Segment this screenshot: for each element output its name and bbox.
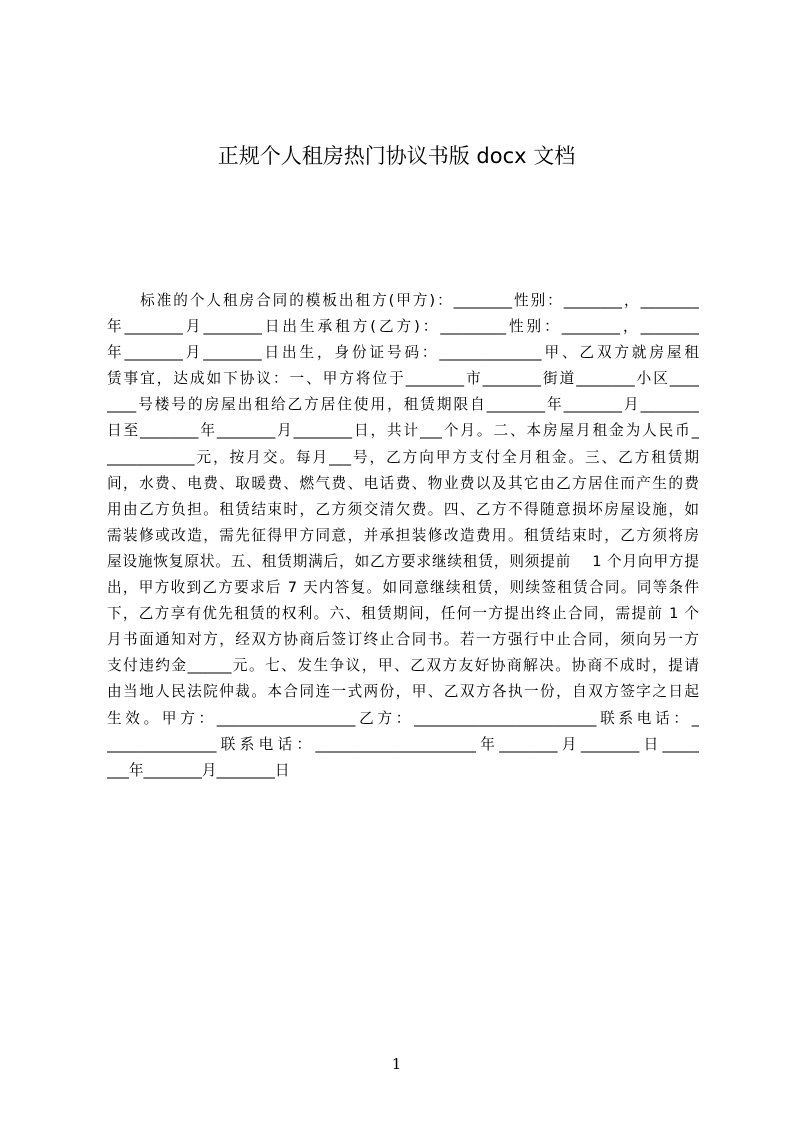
agreement-body bbox=[107, 288, 699, 784]
body-line: 年________月________日出生承租方(乙方)：_________性别：________，________ bbox=[107, 318, 699, 336]
document-title: 正规个人租房热门协议书版 docx 文档 bbox=[217, 144, 576, 168]
body-line: 下，乙方享有优先租赁的权利。六、租赁期间，任何一方提出终止合同，需提前 1 个 bbox=[107, 605, 699, 623]
body-line: 支付违约金______元。七、发生争议，甲、乙双方友好协商解决。协商不成时，提请 bbox=[107, 657, 699, 675]
body-line: 出，甲方收到乙方要求后 7 天内答复。如同意继续租赁，则续签租赁合同。同等条件 bbox=[107, 579, 699, 597]
body-line: 年________月________日出生，身份证号码：______________甲、乙双方就房屋租 bbox=[107, 344, 699, 362]
body-line: ____号楼号的房屋出租给乙方居住使用，租赁期限自________年________月________ bbox=[107, 396, 699, 414]
body-line: ____________元，按月交。每月___号，乙方向甲方支付全月租金。三、乙方租赁期 bbox=[107, 448, 699, 466]
body-line: 屋设施恢复原状。五、租赁期满后，如乙方要求继续租赁，则须提前 1 个月向甲方提 bbox=[107, 552, 699, 570]
body-line: 由当地人民法院仲裁。本合同连一式两份，甲、乙双方各执一份，自双方签字之日起 bbox=[107, 683, 699, 701]
body-line: 标准的个人租房合同的模板出租方(甲方)：________性别：________，________ bbox=[107, 292, 699, 309]
body-line: 间，水费、电费、取暖费、燃气费、电话费、物业费以及其它由乙方居住而产生的费 bbox=[107, 474, 699, 492]
body-line: ___年________月________日 bbox=[107, 761, 290, 779]
page-number: 1 bbox=[391, 1055, 402, 1073]
body-line: 需装修或改造，需先征得甲方同意，并承担装修改造费用。租赁结束时，乙方须将房 bbox=[107, 526, 699, 544]
body-line: 生效。甲方：___________________乙方：_________________________联系电话：_ bbox=[107, 709, 699, 727]
body-line: 赁事宜，达成如下协议：一、甲方将位于________市________街道________小区____ bbox=[107, 370, 699, 388]
body-line: _______________联系电话：______________________年________月________日_____ bbox=[107, 735, 699, 753]
body-line: 日至________年________月________日，共计___个月。二、本房屋月租金为人民币_ bbox=[107, 422, 699, 440]
body-line: 用由乙方负担。租赁结束时，乙方须交清欠费。四、乙方不得随意损坏房屋设施，如 bbox=[107, 500, 699, 518]
body-line: 月书面通知对方，经双方协商后签订终止合同书。若一方强行中止合同，须向另一方 bbox=[107, 631, 699, 649]
